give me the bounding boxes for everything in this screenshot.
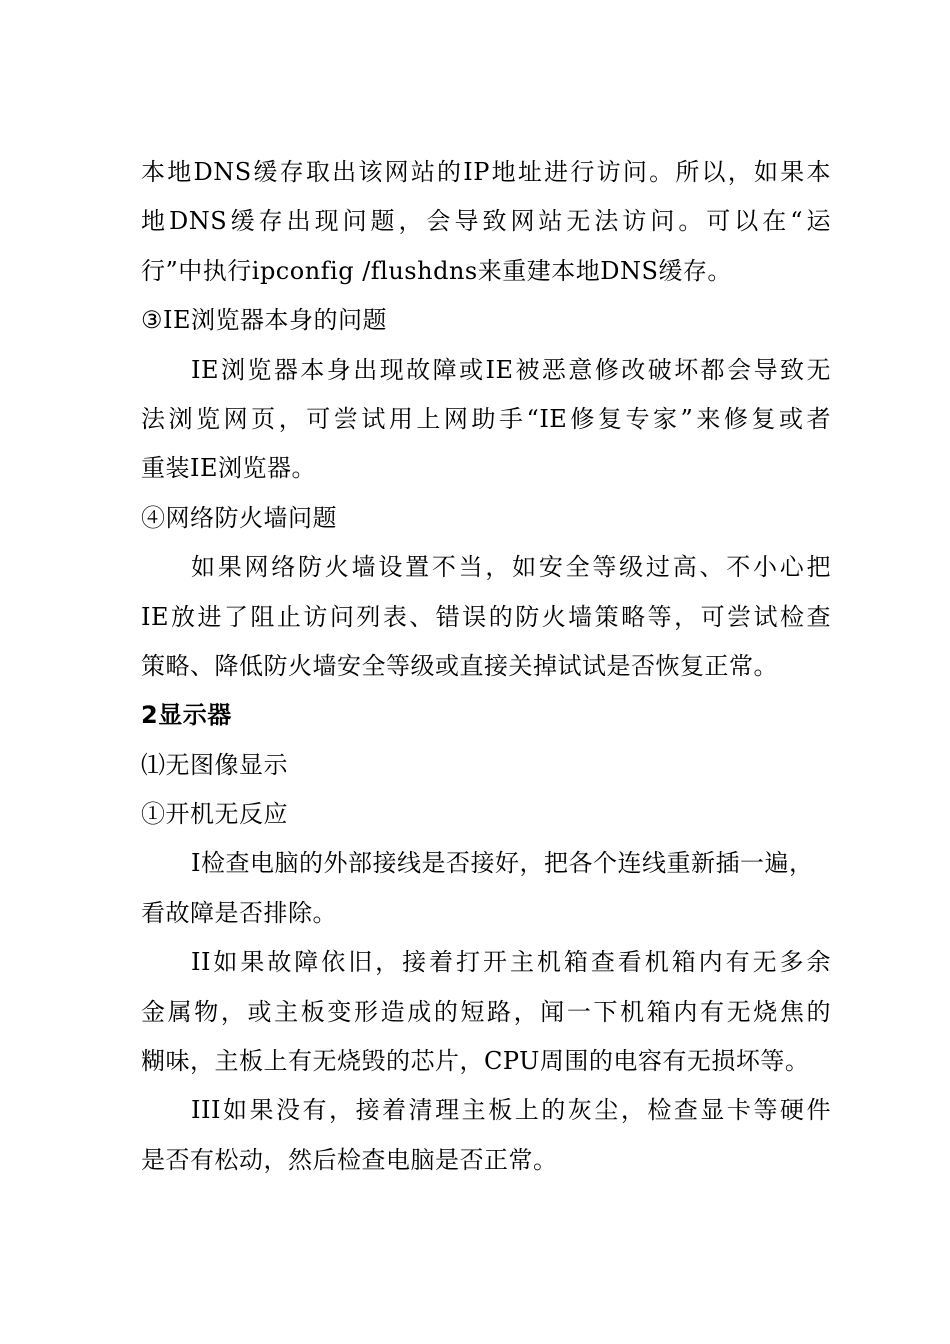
text-line: IE放进了阻止访问列表、错误的防火墙策略等，可尝试检查 [141, 602, 831, 631]
text-line: 看故障是否排除。 [141, 898, 337, 927]
subsection-heading: ①开机无反应 [141, 800, 288, 829]
subsection-heading: ⑴无图像显示 [141, 750, 288, 779]
document-body [141, 148, 831, 1185]
text-line: 地DNS缓存出现问题，会导致网站无法访问。可以在“运 [141, 207, 831, 236]
text-line: 法浏览网页，可尝试用上网助手“IE修复专家”来修复或者 [141, 404, 831, 433]
paragraph-first-line: III如果没有，接着清理主板上的灰尘，检查显卡等硬件 [191, 1096, 831, 1125]
paragraph-first-line: 如果网络防火墙设置不当，如安全等级过高、不小心把 [191, 553, 831, 582]
text-line: 金属物，或主板变形造成的短路，闻一下机箱内有无烧焦的 [141, 997, 831, 1026]
paragraph-first-line: II如果故障依旧，接着打开主机箱查看机箱内有无多余 [191, 948, 831, 977]
text-line: 是否有松动，然后检查电脑是否正常。 [141, 1145, 558, 1174]
paragraph-first-line: IE浏览器本身出现故障或IE被恶意修改破坏都会导致无 [191, 355, 831, 384]
paragraph-first-line: I检查电脑的外部接线是否接好，把各个连线重新插一遍， [191, 849, 814, 878]
text-line: 重装IE浏览器。 [141, 454, 316, 483]
text-line: 本地DNS缓存取出该网站的IP地址进行访问。所以，如果本 [141, 158, 831, 186]
text-line: 行”中执行ipconfig /flushdns来重建本地DNS缓存。 [141, 256, 732, 285]
subsection-heading: ③IE浏览器本身的问题 [141, 306, 388, 335]
text-line: 策略、降低防火墙安全等级或直接关掉试试是否恢复正常。 [141, 651, 778, 680]
text-line: 糊味，主板上有无烧毁的芯片，CPU周围的电容有无损坏等。 [141, 1047, 810, 1076]
subsection-heading: ④网络防火墙问题 [141, 503, 337, 532]
section-heading: 2显示器 [141, 701, 232, 730]
